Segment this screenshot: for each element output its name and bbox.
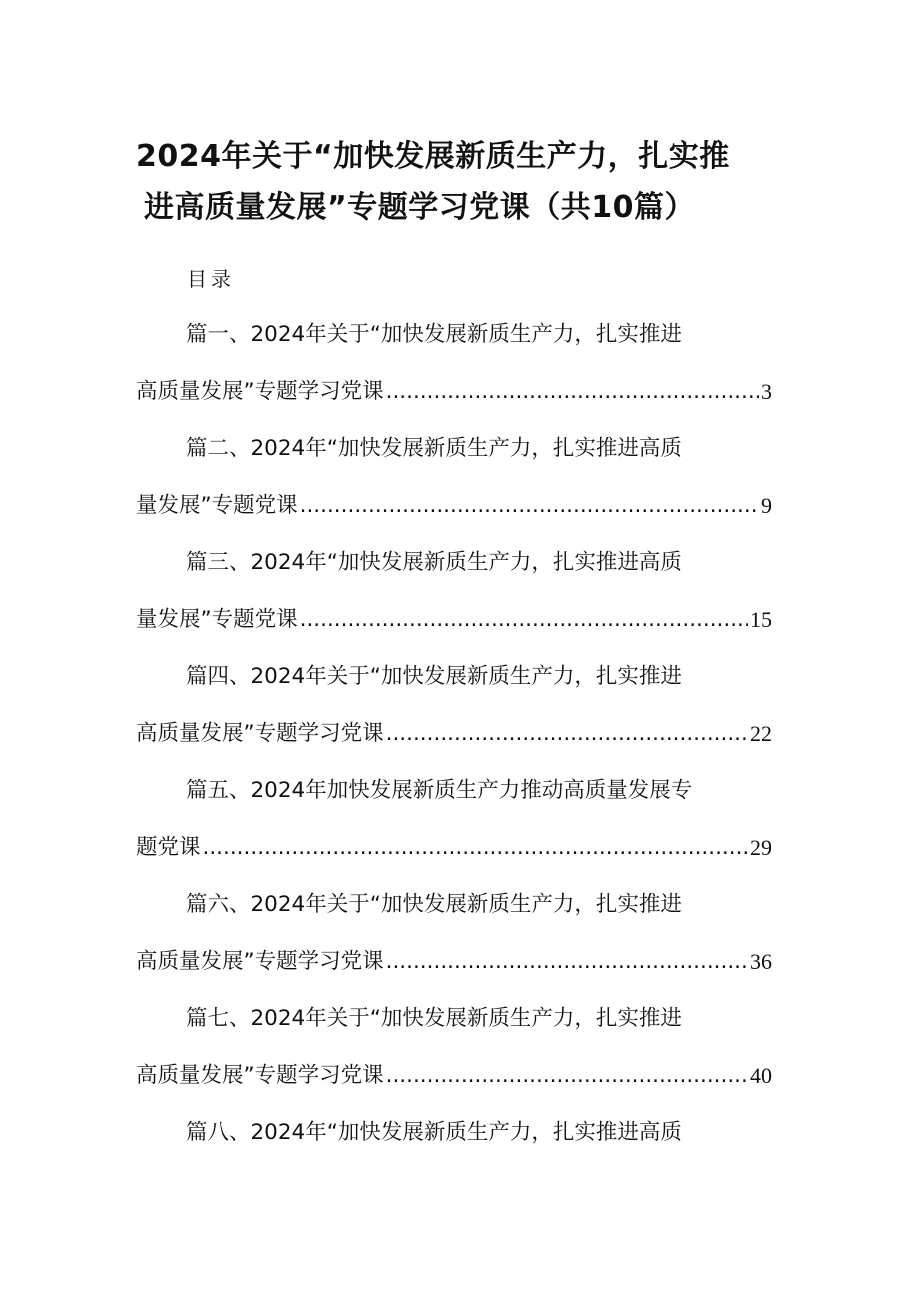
toc-entry-title: 篇二、2024年“加快发展新质生产力，扎实推进高质 — [186, 436, 682, 461]
toc-entry-continuation — [136, 705, 772, 762]
dot-leader — [386, 363, 759, 420]
dot-leader — [386, 1047, 748, 1104]
toc-entry-title: 篇三、2024年“加快发展新质生产力，扎实推进高质 — [186, 550, 682, 575]
toc-entry-title-cont: 题党课 — [136, 835, 201, 860]
toc-page-number: 3 — [761, 379, 772, 404]
toc-page-number: 22 — [750, 721, 772, 746]
toc-entry-continuation — [136, 591, 772, 648]
toc-entry-title: 篇六、2024年关于“加快发展新质生产力，扎实推进 — [186, 892, 682, 917]
toc-page-number: 36 — [750, 949, 772, 974]
toc-entry-title: 篇一、2024年关于“加快发展新质生产力，扎实推进 — [186, 322, 682, 347]
toc-entry-continuation — [136, 933, 772, 990]
toc-page-number: 40 — [750, 1063, 772, 1088]
toc-entry-title-cont: 量发展”专题党课 — [136, 607, 298, 632]
toc-entry[interactable] — [136, 876, 772, 990]
toc-entry[interactable] — [136, 420, 772, 534]
toc-entry[interactable] — [136, 306, 772, 420]
dot-leader — [386, 933, 748, 990]
toc-page-number: 29 — [750, 835, 772, 860]
toc-entry-title-cont: 高质量发展”专题学习党课 — [136, 379, 384, 404]
dot-leader — [300, 591, 748, 648]
toc-entry-title-cont: 高质量发展”专题学习党课 — [136, 949, 384, 974]
toc-entry-continuation — [136, 477, 772, 534]
toc-entry-title-cont: 高质量发展”专题学习党课 — [136, 721, 384, 746]
toc-entry[interactable] — [136, 534, 772, 648]
dot-leader — [203, 819, 748, 876]
toc-page-number: 9 — [761, 493, 772, 518]
document-title — [136, 131, 776, 233]
toc-entry-continuation — [136, 363, 772, 420]
toc-entry-title-cont: 高质量发展”专题学习党课 — [136, 1063, 384, 1088]
toc-entry-title: 篇八、2024年“加快发展新质生产力，扎实推进高质 — [186, 1120, 682, 1145]
toc-entry[interactable] — [136, 1104, 772, 1161]
dot-leader — [386, 705, 748, 762]
toc-entry-title-cont: 量发展”专题党课 — [136, 493, 298, 518]
toc-entry[interactable] — [136, 990, 772, 1104]
toc-entry-title: 篇四、2024年关于“加快发展新质生产力，扎实推进 — [186, 664, 682, 689]
title-line-1: 2024年关于“加快发展新质生产力，扎实推 — [136, 139, 730, 174]
dot-leader — [300, 477, 759, 534]
toc-heading: 目录 — [187, 267, 235, 291]
toc-entry[interactable] — [136, 648, 772, 762]
toc-page-number: 15 — [750, 607, 772, 632]
title-line-2: 进高质量发展”专题学习党课（共10篇） — [144, 190, 695, 225]
toc-entry[interactable] — [136, 762, 772, 876]
toc-entry-continuation — [136, 1047, 772, 1104]
toc-entry-title: 篇五、2024年加快发展新质生产力推动高质量发展专 — [186, 778, 693, 803]
toc-entry-title: 篇七、2024年关于“加快发展新质生产力，扎实推进 — [186, 1006, 682, 1031]
toc-entry-continuation — [136, 819, 772, 876]
